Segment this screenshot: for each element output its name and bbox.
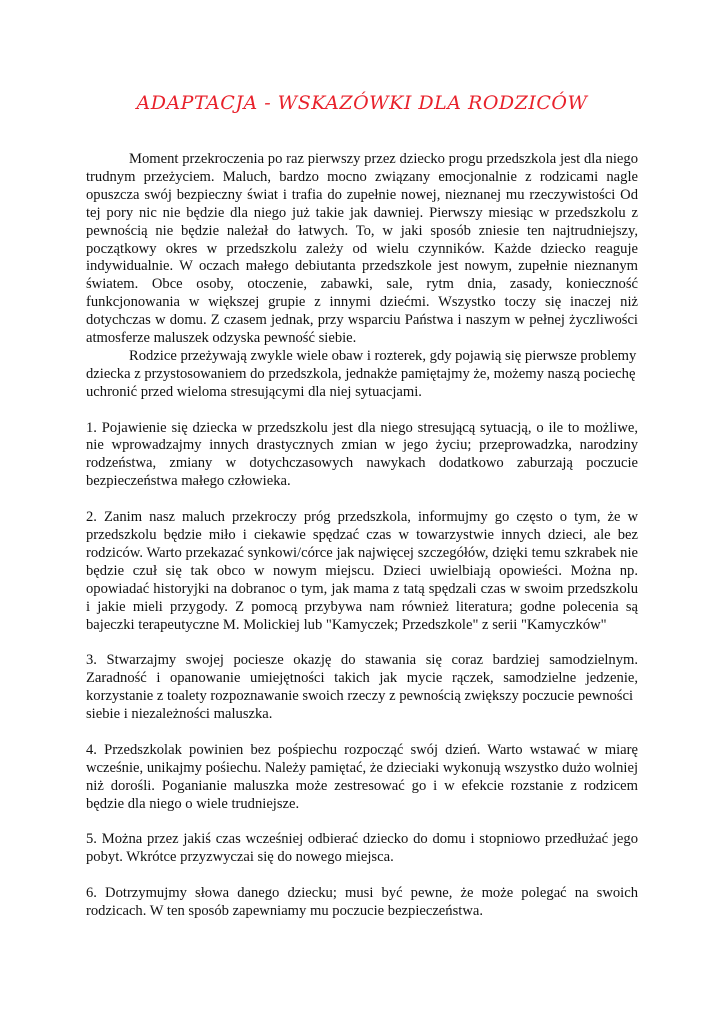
tip-3-continued: siebie i niezależności maluszka.	[86, 706, 273, 723]
intro-paragraph-2: Rodzice przeżywają zwykle wiele obaw i rozterek, gdy pojawią się pierwsze problemy dziecka z przystosowaniem do przedszkola, jednakże pamiętajmy że, możemy naszą pociechę	[86, 347, 637, 382]
tip-6: 6. Dotrzymujmy słowa danego dziecku; musi być pewne, że może polegać na swoich rodzicach. W ten sposób zapewniamy mu poczucie bezpieczeństwa.	[86, 885, 638, 919]
document-title: ADAPTACJA - WSKAZÓWKI DLA RODZICÓW	[136, 92, 588, 114]
tip-2: 2. Zanim nasz maluch przekroczy próg przedszkola, informujmy go często o tym, że w przedszkolu będzie miło i ciekawie spędzać czas w towarzystwie innych dzieci, ale bez rodziców. Warto przekazać synkowi/córce jak najwięcej szczegółów, dzięki temu szkrabek nie będzie czuł się tak obco w nowym miejscu. Dzieci uwielbiają opowieści. Można np. opowiadać historyjki na dobranoc o tym, jak mama z tatą spędzali czas w swoim przedszkolu i jakie mieli przygody. Z pomocą przybywa nam również literatura; godne polecenia są bajeczki terapeutyczne M. Molickiej lub "Kamyczek; Przedszkole" z serii "Kamyczków"	[86, 509, 638, 633]
document-body	[86, 151, 638, 921]
tip-5: 5. Można przez jakiś czas wcześniej odbierać dziecko do domu i stopniowo przedłużać jego pobyt. Wkrótce przyzwyczai się do nowego miejsca.	[86, 831, 638, 866]
tip-3: 3. Stwarzajmy swojej pociesze okazję do stawania się coraz bardziej samodzielnym. Zaradność i opanowanie umiejętności takich jak mycie rączek, samodzielne jedzenie, korzystanie z toalety rozpoznawanie swoich rzeczy z pewnością zwiększy poczucie pewności	[86, 652, 638, 705]
intro-paragraph-3: uchronić przed wieloma stresującymi dla niej sytuacjami.	[86, 383, 422, 400]
tip-1: 1. Pojawienie się dziecka w przedszkolu jest dla niego stresującą sytuacją, o ile to możliwe, nie wprowadzajmy innych drastycznych zmian w jego życiu; przeprowadzka, narodziny rodzeństwa, zmiany w dotychczasowych nawykach dodatkowo zaburzają poczucie bezpieczeństwa małego człowieka.	[86, 419, 638, 490]
intro-paragraph-1: Moment przekroczenia po raz pierwszy przez dziecko progu przedszkola jest dla niego trudnym przeżyciem. Maluch, bardzo mocno związany emocjonalnie z rodzicami nagle opuszcza swój bezpieczny świat i trafia do zupełnie nowej, nieznanej mu rzeczywistości Od tej pory nic nie będzie dla niego już takie jak dawniej. Pierwszy miesiąc w przedszkolu z pewnością nie będzie należał do łatwych. To, w jaki sposób zniesie ten najtrudniejszy, początkowy okres w przedszkolu zależy od wielu czynników. Każde dziecko reaguje indywidualnie. W oczach małego debiutanta przedszkole jest nowym, zupełnie nieznanym światem. Obce osoby, otoczenie, zabawki, sale, rytm dnia, zasady, konieczność funkcjonowania w większej grupie z innymi dziećmi. Wszystko toczy się inaczej niż dotychczas w domu. Z czasem jednak, przy wsparciu Państwa i naszym w pełnej życzliwości atmosferze maluszek odzyska pewność siebie.	[86, 151, 638, 347]
tip-4: 4. Przedszkolak powinien bez pośpiechu rozpocząć swój dzień. Warto wstawać w miarę wcześnie, unikajmy pośiechu. Należy pamiętać, że dzieciaki wykonują wszystko dużo wolniej niż dorośli. Poganianie maluszka może zestresować go i w efekcie rozstanie z rodzicem będzie dla niego o wiele trudniejsze.	[86, 741, 638, 812]
